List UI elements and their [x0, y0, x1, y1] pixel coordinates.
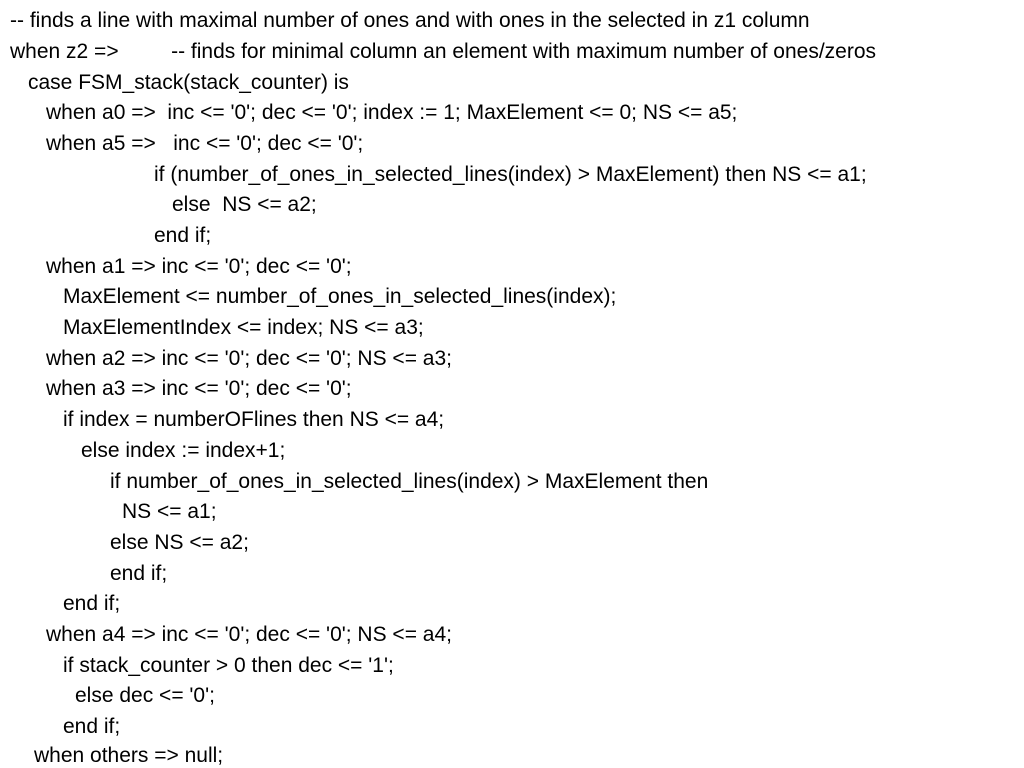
code-line: else NS <= a2;: [172, 193, 317, 216]
code-line: end if;: [63, 592, 121, 615]
code-line: when a0 => inc <= '0'; dec <= '0'; index := 1; MaxElement <= 0; NS <= a5;: [46, 101, 738, 124]
code-line: when a5 => inc <= '0'; dec <= '0';: [46, 132, 364, 155]
code-line: if (number_of_ones_in_selected_lines(index) > MaxElement) then NS <= a1;: [154, 163, 867, 186]
code-line: when a1 => inc <= '0'; dec <= '0';: [46, 255, 352, 278]
code-line: when a4 => inc <= '0'; dec <= '0'; NS <= a4;: [46, 623, 452, 646]
code-line: MaxElement <= number_of_ones_in_selected_lines(index);: [63, 285, 617, 308]
code-line: end if;: [63, 715, 121, 738]
code-line: when a2 => inc <= '0'; dec <= '0'; NS <= a3;: [46, 347, 452, 370]
code-line: when z2 => -- finds for minimal column an element with maximum number of ones/zeros: [10, 40, 877, 63]
code-line: case FSM_stack(stack_counter) is: [28, 71, 349, 94]
code-line: if number_of_ones_in_selected_lines(index) > MaxElement then: [110, 470, 709, 493]
code-line: end if;: [154, 224, 212, 247]
code-line: else index := index+1;: [81, 439, 286, 462]
code-line: if index = numberOFlines then NS <= a4;: [63, 408, 445, 431]
code-line: if stack_counter > 0 then dec <= '1';: [63, 654, 394, 677]
code-line: when others => null;: [34, 744, 224, 767]
code-comment-line: -- finds a line with maximal number of ones and with ones in the selected in z1 column: [10, 9, 810, 32]
code-line: when a3 => inc <= '0'; dec <= '0';: [46, 377, 352, 400]
code-line: NS <= a1;: [122, 500, 217, 523]
code-line: end if;: [110, 562, 168, 585]
code-line: else dec <= '0';: [75, 684, 215, 707]
code-line: else NS <= a2;: [110, 531, 249, 554]
code-line: MaxElementIndex <= index; NS <= a3;: [63, 316, 424, 339]
